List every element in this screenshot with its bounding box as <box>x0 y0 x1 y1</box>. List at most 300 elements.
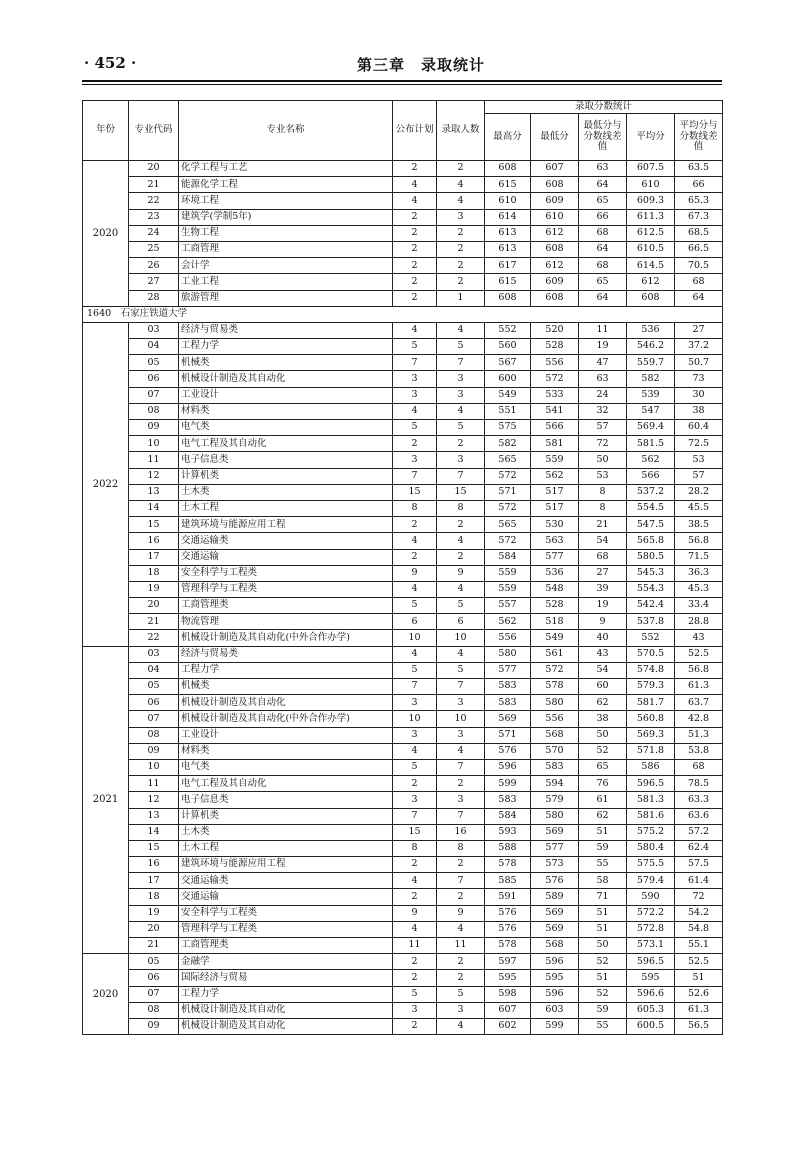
max-cell: 613 <box>485 225 531 241</box>
avg-diff-cell: 60.4 <box>675 420 723 436</box>
plan-cell: 15 <box>393 484 437 500</box>
code-cell: 18 <box>129 889 179 905</box>
code-cell: 26 <box>129 258 179 274</box>
avg-diff-cell: 57.2 <box>675 824 723 840</box>
table-row <box>83 938 723 954</box>
min-cell: 556 <box>531 355 579 371</box>
name-cell: 交通运输 <box>179 889 393 905</box>
admitted-cell: 4 <box>437 177 485 193</box>
avg-diff-cell: 38.5 <box>675 517 723 533</box>
code-cell: 09 <box>129 1018 179 1034</box>
table-row <box>83 711 723 727</box>
plan-cell: 4 <box>393 873 437 889</box>
code-cell: 05 <box>129 679 179 695</box>
col-max-header: 最高分 <box>485 114 531 161</box>
avg-cell: 547.5 <box>627 517 675 533</box>
table-row <box>83 857 723 873</box>
min-diff-cell: 8 <box>579 484 627 500</box>
avg-cell: 572.8 <box>627 921 675 937</box>
plan-cell: 4 <box>393 743 437 759</box>
max-cell: 600 <box>485 371 531 387</box>
min-diff-cell: 68 <box>579 258 627 274</box>
avg-diff-cell: 37.2 <box>675 339 723 355</box>
avg-cell: 610.5 <box>627 241 675 257</box>
min-diff-cell: 9 <box>579 614 627 630</box>
avg-cell: 596.5 <box>627 954 675 970</box>
plan-cell: 5 <box>393 339 437 355</box>
plan-cell: 4 <box>393 177 437 193</box>
max-cell: 577 <box>485 662 531 678</box>
plan-cell: 7 <box>393 679 437 695</box>
min-diff-cell: 59 <box>579 840 627 856</box>
code-cell: 16 <box>129 857 179 873</box>
name-cell: 机械设计制造及其自动化 <box>179 371 393 387</box>
avg-cell: 569.3 <box>627 727 675 743</box>
table-row <box>83 776 723 792</box>
plan-cell: 3 <box>393 371 437 387</box>
name-cell: 能源化学工程 <box>179 177 393 193</box>
min-diff-cell: 51 <box>579 824 627 840</box>
table-row <box>83 986 723 1002</box>
table-row <box>83 517 723 533</box>
admitted-cell: 4 <box>437 193 485 209</box>
plan-cell: 6 <box>393 614 437 630</box>
min-cell: 528 <box>531 339 579 355</box>
name-cell: 机械设计制造及其自动化 <box>179 1018 393 1034</box>
min-cell: 578 <box>531 679 579 695</box>
admitted-cell: 5 <box>437 598 485 614</box>
avg-cell: 581.3 <box>627 792 675 808</box>
min-cell: 570 <box>531 743 579 759</box>
admitted-cell: 8 <box>437 840 485 856</box>
min-cell: 533 <box>531 387 579 403</box>
avg-cell: 542.4 <box>627 598 675 614</box>
max-cell: 615 <box>485 274 531 290</box>
table-row <box>83 403 723 419</box>
avg-diff-cell: 78.5 <box>675 776 723 792</box>
plan-cell: 2 <box>393 776 437 792</box>
name-cell: 土木类 <box>179 824 393 840</box>
min-cell: 579 <box>531 792 579 808</box>
max-cell: 597 <box>485 954 531 970</box>
avg-cell: 581.7 <box>627 695 675 711</box>
code-cell: 21 <box>129 177 179 193</box>
min-cell: 594 <box>531 776 579 792</box>
min-cell: 530 <box>531 517 579 533</box>
min-diff-cell: 43 <box>579 646 627 662</box>
admitted-cell: 7 <box>437 873 485 889</box>
avg-cell: 566 <box>627 468 675 484</box>
name-cell: 生物工程 <box>179 225 393 241</box>
plan-cell: 3 <box>393 387 437 403</box>
plan-cell: 4 <box>393 403 437 419</box>
avg-cell: 590 <box>627 889 675 905</box>
min-cell: 561 <box>531 646 579 662</box>
admitted-cell: 4 <box>437 646 485 662</box>
max-cell: 567 <box>485 355 531 371</box>
admitted-cell: 2 <box>437 258 485 274</box>
max-cell: 614 <box>485 209 531 225</box>
min-cell: 573 <box>531 857 579 873</box>
table-row <box>83 420 723 436</box>
table-row <box>83 452 723 468</box>
admitted-cell: 3 <box>437 452 485 468</box>
min-diff-cell: 62 <box>579 695 627 711</box>
min-cell: 556 <box>531 711 579 727</box>
plan-cell: 2 <box>393 954 437 970</box>
avg-cell: 579.4 <box>627 873 675 889</box>
name-cell: 旅游管理 <box>179 290 393 306</box>
min-diff-cell: 51 <box>579 970 627 986</box>
max-cell: 607 <box>485 1002 531 1018</box>
avg-diff-cell: 43 <box>675 630 723 646</box>
avg-cell: 605.3 <box>627 1002 675 1018</box>
table-row <box>83 759 723 775</box>
name-cell: 物流管理 <box>179 614 393 630</box>
name-cell: 管理科学与工程类 <box>179 921 393 937</box>
name-cell: 管理科学与工程类 <box>179 581 393 597</box>
avg-diff-cell: 54.8 <box>675 921 723 937</box>
name-cell: 工程力学 <box>179 662 393 678</box>
min-cell: 612 <box>531 225 579 241</box>
name-cell: 计算机类 <box>179 808 393 824</box>
min-cell: 569 <box>531 905 579 921</box>
min-diff-cell: 76 <box>579 776 627 792</box>
min-cell: 577 <box>531 840 579 856</box>
plan-cell: 4 <box>393 581 437 597</box>
plan-cell: 7 <box>393 355 437 371</box>
code-cell: 10 <box>129 436 179 452</box>
max-cell: 551 <box>485 403 531 419</box>
avg-cell: 581.6 <box>627 808 675 824</box>
name-cell: 电子信息类 <box>179 452 393 468</box>
admitted-cell: 7 <box>437 468 485 484</box>
min-cell: 581 <box>531 436 579 452</box>
avg-cell: 537.2 <box>627 484 675 500</box>
min-diff-cell: 59 <box>579 1002 627 1018</box>
avg-cell: 552 <box>627 630 675 646</box>
avg-cell: 608 <box>627 290 675 306</box>
name-cell: 电气工程及其自动化 <box>179 436 393 452</box>
year-cell: 2021 <box>83 646 129 954</box>
min-diff-cell: 47 <box>579 355 627 371</box>
admitted-cell: 3 <box>437 792 485 808</box>
code-cell: 24 <box>129 225 179 241</box>
avg-diff-cell: 72.5 <box>675 436 723 452</box>
table-row <box>83 824 723 840</box>
table-row <box>83 727 723 743</box>
code-cell: 06 <box>129 970 179 986</box>
name-cell: 安全科学与工程类 <box>179 905 393 921</box>
plan-cell: 10 <box>393 711 437 727</box>
admitted-cell: 4 <box>437 322 485 338</box>
school-header-row <box>83 306 723 322</box>
admitted-cell: 4 <box>437 581 485 597</box>
avg-cell: 562 <box>627 452 675 468</box>
code-cell: 13 <box>129 484 179 500</box>
max-cell: 584 <box>485 808 531 824</box>
name-cell: 工业设计 <box>179 727 393 743</box>
min-cell: 528 <box>531 598 579 614</box>
name-cell: 交通运输 <box>179 549 393 565</box>
code-cell: 12 <box>129 792 179 808</box>
table-row <box>83 614 723 630</box>
admission-score-table <box>82 100 723 1035</box>
table-row <box>83 436 723 452</box>
plan-cell: 4 <box>393 322 437 338</box>
code-cell: 09 <box>129 420 179 436</box>
avg-diff-cell: 67.3 <box>675 209 723 225</box>
code-cell: 18 <box>129 565 179 581</box>
name-cell: 土木工程 <box>179 500 393 516</box>
admitted-cell: 10 <box>437 630 485 646</box>
plan-cell: 2 <box>393 517 437 533</box>
min-diff-cell: 51 <box>579 921 627 937</box>
min-diff-cell: 68 <box>579 225 627 241</box>
table-row <box>83 500 723 516</box>
col-avg-header: 平均分 <box>627 114 675 161</box>
avg-cell: 554.5 <box>627 500 675 516</box>
chapter-title: 第三章 录取统计 <box>357 56 486 74</box>
avg-cell: 581.5 <box>627 436 675 452</box>
table-row <box>83 241 723 257</box>
avg-cell: 572.2 <box>627 905 675 921</box>
min-diff-cell: 11 <box>579 322 627 338</box>
code-cell: 08 <box>129 1002 179 1018</box>
min-cell: 569 <box>531 921 579 937</box>
max-cell: 608 <box>485 290 531 306</box>
avg-diff-cell: 64 <box>675 290 723 306</box>
max-cell: 562 <box>485 614 531 630</box>
min-cell: 596 <box>531 986 579 1002</box>
name-cell: 环境工程 <box>179 193 393 209</box>
avg-diff-cell: 45.5 <box>675 500 723 516</box>
name-cell: 工程力学 <box>179 339 393 355</box>
avg-diff-cell: 68.5 <box>675 225 723 241</box>
avg-diff-cell: 52.5 <box>675 954 723 970</box>
name-cell: 工商管理 <box>179 241 393 257</box>
avg-cell: 612 <box>627 274 675 290</box>
code-cell: 05 <box>129 954 179 970</box>
admitted-cell: 2 <box>437 225 485 241</box>
min-diff-cell: 65 <box>579 759 627 775</box>
min-cell: 608 <box>531 290 579 306</box>
admitted-cell: 2 <box>437 889 485 905</box>
table-row <box>83 161 723 177</box>
min-cell: 580 <box>531 695 579 711</box>
admitted-cell: 2 <box>437 517 485 533</box>
max-cell: 598 <box>485 986 531 1002</box>
table-row <box>83 598 723 614</box>
col-min-diff-header: 最低分与分数线差值 <box>579 114 627 161</box>
admitted-cell: 9 <box>437 905 485 921</box>
avg-cell: 565.8 <box>627 533 675 549</box>
avg-diff-cell: 68 <box>675 274 723 290</box>
min-cell: 566 <box>531 420 579 436</box>
plan-cell: 2 <box>393 161 437 177</box>
plan-cell: 2 <box>393 225 437 241</box>
max-cell: 615 <box>485 177 531 193</box>
year-cell: 2020 <box>83 161 129 307</box>
min-diff-cell: 55 <box>579 1018 627 1034</box>
code-cell: 14 <box>129 824 179 840</box>
code-cell: 22 <box>129 630 179 646</box>
min-cell: 518 <box>531 614 579 630</box>
max-cell: 585 <box>485 873 531 889</box>
name-cell: 工业工程 <box>179 274 393 290</box>
max-cell: 559 <box>485 565 531 581</box>
avg-cell: 560.8 <box>627 711 675 727</box>
header-rule-thin <box>82 84 722 85</box>
code-cell: 07 <box>129 711 179 727</box>
min-diff-cell: 64 <box>579 290 627 306</box>
admitted-cell: 10 <box>437 711 485 727</box>
avg-cell: 609.3 <box>627 193 675 209</box>
avg-cell: 579.3 <box>627 679 675 695</box>
min-cell: 595 <box>531 970 579 986</box>
min-diff-cell: 64 <box>579 241 627 257</box>
min-cell: 568 <box>531 938 579 954</box>
min-diff-cell: 54 <box>579 662 627 678</box>
avg-diff-cell: 42.8 <box>675 711 723 727</box>
admitted-cell: 7 <box>437 355 485 371</box>
avg-diff-cell: 57 <box>675 468 723 484</box>
min-diff-cell: 52 <box>579 986 627 1002</box>
plan-cell: 4 <box>393 193 437 209</box>
max-cell: 588 <box>485 840 531 856</box>
avg-cell: 586 <box>627 759 675 775</box>
min-diff-cell: 61 <box>579 792 627 808</box>
min-cell: 568 <box>531 727 579 743</box>
code-cell: 17 <box>129 873 179 889</box>
min-cell: 608 <box>531 241 579 257</box>
avg-cell: 536 <box>627 322 675 338</box>
min-diff-cell: 19 <box>579 339 627 355</box>
min-diff-cell: 8 <box>579 500 627 516</box>
code-cell: 05 <box>129 355 179 371</box>
plan-cell: 8 <box>393 840 437 856</box>
max-cell: 608 <box>485 161 531 177</box>
avg-cell: 612.5 <box>627 225 675 241</box>
code-cell: 20 <box>129 161 179 177</box>
min-diff-cell: 65 <box>579 274 627 290</box>
table-row <box>83 322 723 338</box>
max-cell: 571 <box>485 484 531 500</box>
min-cell: 572 <box>531 662 579 678</box>
min-cell: 577 <box>531 549 579 565</box>
name-cell: 交通运输类 <box>179 873 393 889</box>
max-cell: 575 <box>485 420 531 436</box>
plan-cell: 2 <box>393 274 437 290</box>
col-year-header: 年份 <box>83 101 129 161</box>
table-row <box>83 630 723 646</box>
plan-cell: 5 <box>393 598 437 614</box>
admitted-cell: 4 <box>437 1018 485 1034</box>
col-name-header: 专业名称 <box>179 101 393 161</box>
name-cell: 机械设计制造及其自动化 <box>179 1002 393 1018</box>
admitted-cell: 7 <box>437 679 485 695</box>
avg-diff-cell: 57.5 <box>675 857 723 873</box>
plan-cell: 2 <box>393 241 437 257</box>
avg-diff-cell: 52.6 <box>675 986 723 1002</box>
min-cell: 580 <box>531 808 579 824</box>
min-cell: 517 <box>531 484 579 500</box>
min-cell: 559 <box>531 452 579 468</box>
avg-diff-cell: 55.1 <box>675 938 723 954</box>
max-cell: 578 <box>485 857 531 873</box>
name-cell: 安全科学与工程类 <box>179 565 393 581</box>
table-row <box>83 209 723 225</box>
min-diff-cell: 58 <box>579 873 627 889</box>
avg-cell: 571.8 <box>627 743 675 759</box>
min-diff-cell: 64 <box>579 177 627 193</box>
admitted-cell: 2 <box>437 161 485 177</box>
min-cell: 563 <box>531 533 579 549</box>
max-cell: 582 <box>485 436 531 452</box>
code-cell: 28 <box>129 290 179 306</box>
code-cell: 11 <box>129 776 179 792</box>
avg-diff-cell: 61.3 <box>675 1002 723 1018</box>
plan-cell: 4 <box>393 533 437 549</box>
plan-cell: 3 <box>393 792 437 808</box>
name-cell: 工程力学 <box>179 986 393 1002</box>
table-row <box>83 840 723 856</box>
avg-cell: 614.5 <box>627 258 675 274</box>
admitted-cell: 5 <box>437 339 485 355</box>
admitted-cell: 2 <box>437 436 485 452</box>
min-cell: 569 <box>531 824 579 840</box>
admitted-cell: 1 <box>437 290 485 306</box>
max-cell: 576 <box>485 905 531 921</box>
avg-diff-cell: 30 <box>675 387 723 403</box>
avg-cell: 546.2 <box>627 339 675 355</box>
code-cell: 04 <box>129 339 179 355</box>
plan-cell: 4 <box>393 921 437 937</box>
col-avg-diff-header: 平均分与分数线差值 <box>675 114 723 161</box>
table-row <box>83 792 723 808</box>
table-row <box>83 889 723 905</box>
avg-cell: 582 <box>627 371 675 387</box>
name-cell: 机械设计制造及其自动化 <box>179 695 393 711</box>
plan-cell: 3 <box>393 727 437 743</box>
table-row <box>83 695 723 711</box>
max-cell: 576 <box>485 743 531 759</box>
plan-cell: 9 <box>393 905 437 921</box>
plan-cell: 9 <box>393 565 437 581</box>
avg-cell: 580.4 <box>627 840 675 856</box>
plan-cell: 5 <box>393 662 437 678</box>
avg-diff-cell: 45.3 <box>675 581 723 597</box>
avg-cell: 575.5 <box>627 857 675 873</box>
table-row <box>83 921 723 937</box>
admitted-cell: 4 <box>437 743 485 759</box>
name-cell: 机械类 <box>179 679 393 695</box>
table-row <box>83 355 723 371</box>
admitted-cell: 3 <box>437 727 485 743</box>
table-row <box>83 193 723 209</box>
avg-diff-cell: 63.6 <box>675 808 723 824</box>
plan-cell: 15 <box>393 824 437 840</box>
avg-cell: 547 <box>627 403 675 419</box>
max-cell: 556 <box>485 630 531 646</box>
table-row <box>83 274 723 290</box>
avg-cell: 596.5 <box>627 776 675 792</box>
name-cell: 电气类 <box>179 759 393 775</box>
code-cell: 15 <box>129 517 179 533</box>
avg-cell: 545.3 <box>627 565 675 581</box>
table-row <box>83 290 723 306</box>
avg-diff-cell: 38 <box>675 403 723 419</box>
